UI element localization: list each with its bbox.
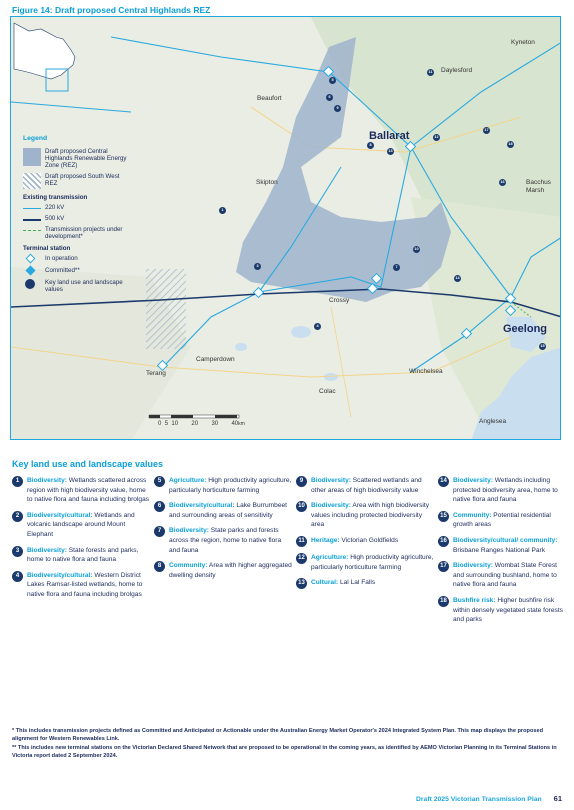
legend-development-swatch [23,230,41,231]
map-marker-11[interactable]: 11 [428,70,433,74]
page-number: 61 [553,794,562,803]
legend-500kv-swatch [23,219,41,221]
map-marker-16[interactable]: 16 [500,180,505,184]
place-geelong: Geelong [503,323,548,335]
map[interactable] [10,16,561,440]
value-item: 11 Heritage: Victorian Goldfields [296,536,434,547]
value-item: 9 Biodiversity: Scattered wetlands and other areas of high biodiversity value [296,476,434,495]
map-marker-8[interactable]: 8 [367,142,374,149]
map-marker-13[interactable]: 13 [388,149,393,153]
value-item: 2 Biodiversity/cultural: Wetlands and volcanic landscape around Mount Elephant [12,511,150,540]
map-marker-4[interactable]: 4 [314,323,321,330]
place-kyneton: Kyneton [511,39,535,46]
legend-in-operation-label: In operation [45,255,78,262]
footer-title: Draft 2025 Victorian Transmission Plan [415,796,542,803]
value-item: 16 Biodiversity/cultural/ community: Brisbane Ranges National Park [438,536,564,555]
map-marker-14[interactable]: 14 [455,276,460,280]
footnote-2: ** This includes new terminal stations on the Victorian Declared Shared Network that are proposed to be operational in the coming years, as identified by AEMO Victorian Planning in its Terminal Stations in Victoria report dated 2 September 2024. [12,744,557,760]
map-marker-17[interactable]: 17 [484,128,489,132]
value-item: 8 Community: Area with higher aggregated dwelling density [154,561,292,580]
legend-rez-label: Draft proposed Central Highlands Renewable Energy Zone (REZ) [45,148,127,169]
value-item: 5 Agriculture: High productivity agriculture, particularly horticulture farming [154,476,292,495]
value-item: 18 Bushfire risk: Higher bushfire risk within densely vegetated state forests and parks [438,596,564,625]
place-colac: Colac [319,388,336,395]
section-title: Key land use and landscape values [12,459,164,469]
value-item: 17 Biodiversity: Wombat State Forest and surrounding bushland, home to native flora and fauna [438,561,564,590]
southwest-rez-area [146,269,186,349]
map-marker-7[interactable]: 7 [393,264,400,271]
value-item: 6 Biodiversity/cultural: Lake Burrumbeet and surrounding areas of sensitivity [154,501,292,520]
legend-terminal-title: Terminal station [23,245,71,252]
legend-220kv-swatch [23,208,41,209]
place-ballarat: Ballarat [369,130,410,142]
value-item: 4 Biodiversity/cultural: Western District Lakes Ramsar-listed wetlands, home to native flora and fauna including brolgas [12,571,150,600]
legend-rez-swatch [23,148,41,166]
legend-key-values-label: Key land use and landscape values [45,279,123,293]
map-marker-18[interactable]: 18 [508,142,513,146]
values-column-1 [12,476,150,606]
map-marker-5[interactable]: 5 [329,77,336,84]
legend-title: Legend [23,135,48,142]
legend-key-values-swatch [23,279,41,291]
legend-in-operation-swatch [23,255,41,263]
map-legend [23,135,131,297]
place-camperdown: Camperdown [196,356,235,363]
legend-development-label: Transmission projects under development* [45,226,123,240]
place-anglesea: Anglesea [479,418,507,425]
values-column-3 [296,476,434,595]
value-item: 7 Biodiversity: State parks and forests across the region, home to native flora and fauna [154,526,292,555]
place-skipton: Skipton [256,179,278,186]
map-marker-9[interactable]: 9 [334,105,341,112]
legend-committed-swatch [23,267,41,275]
footnotes [12,727,562,761]
place-winchelsea: Winchelsea [409,368,443,375]
page-footer [416,794,562,803]
legend-committed-label: Committed** [45,267,80,274]
legend-southwest-swatch [23,173,41,189]
legend-existing-title: Existing transmission [23,194,88,201]
map-marker-12[interactable]: 12 [434,135,439,139]
map-marker-6[interactable]: 6 [326,94,333,101]
scale-labels: 0 5 10 20 30 40km [158,421,245,427]
map-marker-15[interactable]: 15 [540,344,545,348]
value-item: 15 Community: Potential residential growth areas [438,511,564,530]
value-item: 14 Biodiversity: Wetlands including protected biodiversity area, home to native flora and fauna [438,476,564,505]
value-item: 3 Biodiversity: State forests and parks, home to native flora and fauna [12,546,150,565]
legend-500kv-label: 500 kV [45,215,65,222]
footnote-1: * This includes transmission projects defined as Committed and Anticipated or Actionable under the Australian Energy Market Operator's 2024 Integrated System Plan. This map displays the proposed alignment for Western Renewables Link. [12,728,543,743]
place-daylesford: Daylesford [441,67,473,74]
legend-220kv-label: 220 kV [45,204,65,211]
map-marker-3[interactable]: 3 [254,263,261,270]
map-marker-1[interactable]: 1 [219,207,226,214]
values-column-4 [438,476,564,631]
value-item: 12 Agriculture: High productivity agriculture, particularly horticulture farming [296,553,434,572]
scale-bar [149,415,239,418]
place-terang: Terang [146,370,166,377]
legend-southwest-label: Draft proposed South West REZ [45,173,120,187]
map-marker-10[interactable]: 10 [414,247,419,251]
figure-title: Figure 14: Draft proposed Central Highlands REZ [12,5,211,15]
values-column-2 [154,476,292,586]
value-item: 13 Cultural: Lal Lal Falls [296,578,434,589]
value-item: 1 Biodiversity: Wetlands scattered across region with high biodiversity value, home to native flora and fauna including brolgas [12,476,150,505]
place-bacchus-marsh: Bacchus Marsh [526,179,551,194]
place-crossy: Crossy [329,297,350,304]
value-item: 10 Biodiversity: Area with high biodiversity values including protected biodiversity area [296,501,434,530]
place-beaufort: Beaufort [257,95,282,102]
